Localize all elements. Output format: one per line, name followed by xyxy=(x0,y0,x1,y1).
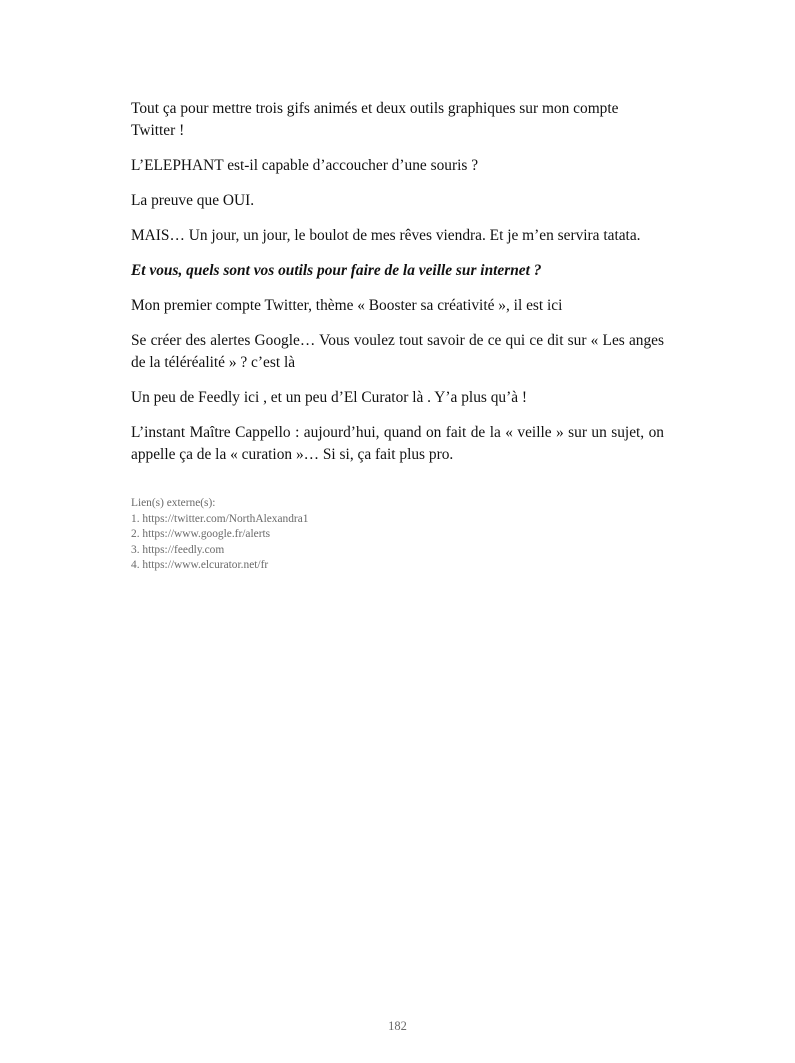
external-link-3[interactable]: 3. https://feedly.com xyxy=(131,543,225,556)
paragraph-mais: MAIS… Un jour, un jour, le boulot de mes rêves viendra. Et je m’en servira tatata. xyxy=(131,227,641,244)
external-link-4[interactable]: 4. https://www.elcurator.net/fr xyxy=(131,559,269,571)
paragraph-elephant: L’ELEPHANT est-il capable d’accoucher d’une souris ? xyxy=(131,157,479,174)
paragraph-curation: L’instant Maître Cappello : aujourd’hui, quand on fait de la « veille » sur un sujet, on appelle ça de la « curation »… Si si, ça fait plus pro. xyxy=(131,424,664,463)
paragraph-twitter-gifs: Tout ça pour mettre trois gifs animés et deux outils graphiques sur mon compte Twitter ! xyxy=(131,100,619,139)
paragraph-twitter-account: Mon premier compte Twitter, thème « Booster sa créativité », il est ici xyxy=(131,297,563,314)
page-body xyxy=(131,98,664,574)
page-number: 182 xyxy=(388,1019,407,1033)
paragraph-feedly-elcurator: Un peu de Feedly ici , et un peu d’El Curator là . Y’a plus qu’à ! xyxy=(131,389,528,406)
external-link-2[interactable]: 2. https://www.google.fr/alerts xyxy=(131,528,271,540)
external-links xyxy=(131,496,664,574)
paragraph-question: Et vous, quels sont vos outils pour faire de la veille sur internet ? xyxy=(131,262,542,279)
paragraph-preuve: La preuve que OUI. xyxy=(131,192,255,209)
paragraph-google-alerts: Se créer des alertes Google… Vous voulez tout savoir de ce qui ce dit sur « Les anges de la téléréalité » ? c’est là xyxy=(131,332,664,371)
external-link-1[interactable]: 1. https://twitter.com/NorthAlexandra1 xyxy=(131,512,309,525)
external-links-heading: Lien(s) externe(s): xyxy=(131,497,216,509)
